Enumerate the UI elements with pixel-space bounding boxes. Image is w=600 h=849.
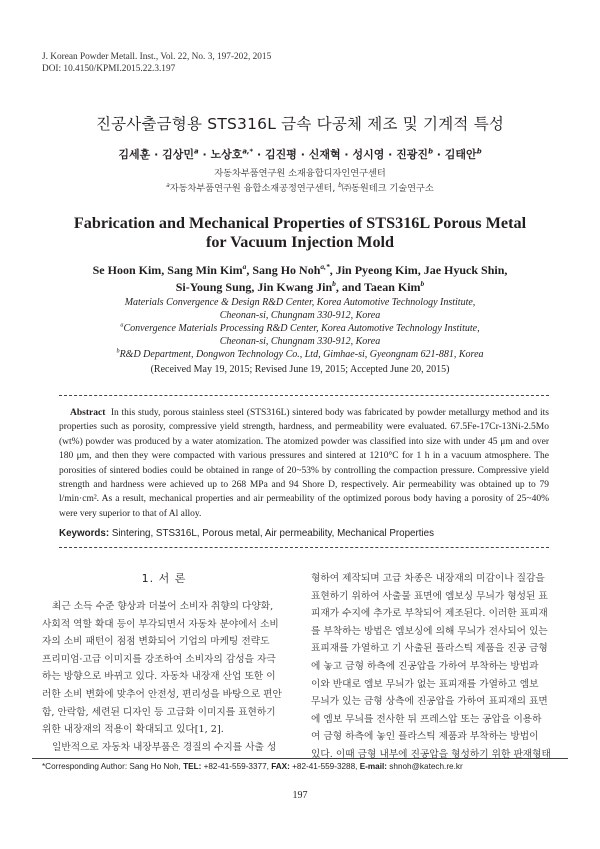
english-affiliation-line: $^a$Convergence Materials Processing R&D Center, Korea Automotive Technology Institute, <box>120 321 480 334</box>
body-line: 무늬가 있는 금형 상측에 진공압을 가하여 표피재의 표면 <box>311 696 548 708</box>
body-line: 프리미엄·고급 이미지를 강조하여 소비자의 감성을 자극 <box>42 653 276 665</box>
page-number: 197 <box>292 790 308 801</box>
korean-title: 진공사출금형용 STS316L 금속 다공체 제조 및 기계적 특성 <box>95 115 505 133</box>
section-heading-introduction: 1. 서 론 <box>141 572 187 585</box>
english-authors-line-2: Si-Young Sung, Jin Kwang Jin$^b$, and Taean Kim$^b$ <box>175 279 425 294</box>
body-column-left <box>42 598 286 756</box>
body-line: 피재가 수지에 추가로 부착되어 제조된다. 이러한 표피재 <box>311 608 548 620</box>
english-title-line-2: for Vacuum Injection Mold <box>205 233 395 251</box>
english-affiliations <box>0 296 600 361</box>
body-line: 위한 내장재의 적용이 확대되고 있다[1, 2]. <box>42 724 224 736</box>
body-line: 에 엠보 무늬를 전사한 뒤 프레스압 또는 공압을 이용하 <box>311 713 542 725</box>
kr-author: 성시영 <box>352 148 385 161</box>
kr-author: 김상민 <box>162 148 195 161</box>
corresponding-author-footnote: *Corresponding Author: Sang Ho Noh, TEL: +82-41-559-3377, FAX: +82-41-559-3288, E-mail: shnoh@katech.re.kr <box>42 762 463 771</box>
body-line: 를 부착하는 방법은 엠보싱에 의해 무늬가 전사되어 있는 <box>311 625 548 637</box>
korean-affiliation-1: 자동차부품연구원 소재융합디자인연구센터 <box>214 168 386 179</box>
keywords <box>59 527 549 540</box>
journal-citation: J. Korean Powder Metall. Inst., Vol. 22, No. 3, 197-202, 2015 <box>42 52 272 62</box>
abstract-text: In this study, porous stainless steel (STS316L) sintered body was fabricated by powder metallurgy method and its properties such as porosity, compressive yield strength, hardness, and permeability were evaluated. 67.5Fe-17Cr-13Ni-2.5Mo (wt%) powder was produced by a water atomization. The atomized powder was classified into size with under 45 μm and over 180 μm, and then they were compacted with various pressures and sintered at 1210°C for 1 h in a vacuum atmosphere. The porosities of sintered bodies could be obtained in range of 20~53% by controlling the compaction pressure. Compressive yield strength and hardness were achieved up to 268 MPa and 94 Shore D, respectively. Air permeability was obtained up to 79 l/min·cm². As a result, mechanical properties and air permeability of the optimized porous body having a porosity of 25~40% were very superior to that of Al alloy. <box>59 408 549 519</box>
abstract <box>59 406 549 521</box>
kr-author: 김진평 <box>264 148 297 161</box>
body-line: 표현하기 위하여 사출물 표면에 엠보싱 무늬가 형성된 표 <box>311 590 548 602</box>
abstract-label: Abstract <box>70 408 106 418</box>
body-line: 자의 소비 패턴이 점점 변화되어 기업의 마케팅 전략도 <box>42 636 270 648</box>
body-line: 사회적 역할 확대 등이 부각되면서 자동차 분야에서 소비 <box>42 618 279 630</box>
body-line: 에 놓고 금형 하측에 진공압을 가하여 부착하는 방법과 <box>311 660 539 672</box>
english-affiliation-line: Cheonan-si, Chungnam 330-912, Korea <box>219 310 381 321</box>
kr-author: 신재혁 <box>308 148 341 161</box>
body-line: 일반적으로 자동차 내장부품은 경질의 수지를 사출 성 <box>52 741 277 753</box>
body-line: 러한 소비 변화에 맞추어 안전성, 편리성을 바탕으로 편안 <box>42 688 282 700</box>
body-line: 있다. 이때 금형 내부에 진공압을 형성하기 위한 판재형태 <box>311 748 551 760</box>
english-affiliation-line: Materials Convergence & Design R&D Center, Korea Automotive Technology Institute, <box>124 297 476 308</box>
journal-citation-block <box>42 51 271 75</box>
korean-affiliation-2: $^a$자동차부품연구원 융합소재공정연구센터, $^b$㈜동원테크 기술연구소 <box>166 182 434 194</box>
received-dates: (Received May 19, 2015; Revised June 19, 2015; Accepted June 20, 2015) <box>150 364 450 375</box>
body-line: 표피재를 가열하고 기 사출된 플라스틱 제품을 진공 금형 <box>311 643 548 655</box>
body-column-right <box>311 570 557 764</box>
english-authors <box>0 262 600 296</box>
body-line: 하는 방향으로 바뀌고 있다. 자동차 내장재 산업 또한 이 <box>42 671 276 683</box>
keywords-label: Keywords: <box>59 528 110 539</box>
body-line: 형하여 제작되며 고급 차종은 내장재의 미감이나 질감을 <box>311 573 545 584</box>
body-line: 여 금형 하측에 놓인 플라스틱 제품과 부착하는 방법이 <box>311 731 539 743</box>
abstract-bottom-divider <box>59 547 549 548</box>
journal-doi: DOI: 10.4150/KPMI.2015.22.3.197 <box>42 64 176 74</box>
english-title <box>0 214 600 252</box>
english-authors-line-1: Se Hoon Kim, Sang Min Kim$^a$, Sang Ho Noh$^{a,*}$, Jin Pyeong Kim, Jae Hyuck Shin, <box>92 262 508 277</box>
body-line: 함, 안락함, 세련된 디자인 등 고급화 이미지를 표현하기 <box>42 706 276 718</box>
english-affiliation-line: Cheonan-si, Chungnam 330-912, Korea <box>219 336 381 347</box>
kr-author: 김태안 <box>444 148 477 161</box>
keywords-text: Sintering, STS316L, Porous metal, Air permeability, Mechanical Properties <box>109 528 434 539</box>
body-line: 이와 반대로 엠보 무늬가 없는 표피재를 가열하고 엠보 <box>311 678 539 690</box>
kr-author: 진광진 <box>396 148 429 161</box>
korean-authors: 김세훈 · 김상민$^a$ · 노상호$^{a,*}$ · 김진평 · 신재혁 · 성시영 · 진광진$^b$ · 김태안$^b$ <box>118 147 482 161</box>
english-affiliation-line: $^b$R&D Department, Dongwon Technology Co., Ltd, Gimhae-si, Gyeongnam 621-881, Korea <box>116 347 484 360</box>
kr-author: 노상호 <box>210 148 243 161</box>
footnote-divider <box>32 758 568 759</box>
author-email: shnoh@katech.re.kr <box>387 762 463 771</box>
english-title-line-1: Fabrication and Mechanical Properties of STS316L Porous Metal <box>73 214 527 232</box>
kr-author: 김세훈 <box>118 148 151 161</box>
abstract-top-divider <box>59 395 549 396</box>
body-line: 최근 소득 수준 향상과 더불어 소비자 취향의 다양화, <box>52 601 274 612</box>
